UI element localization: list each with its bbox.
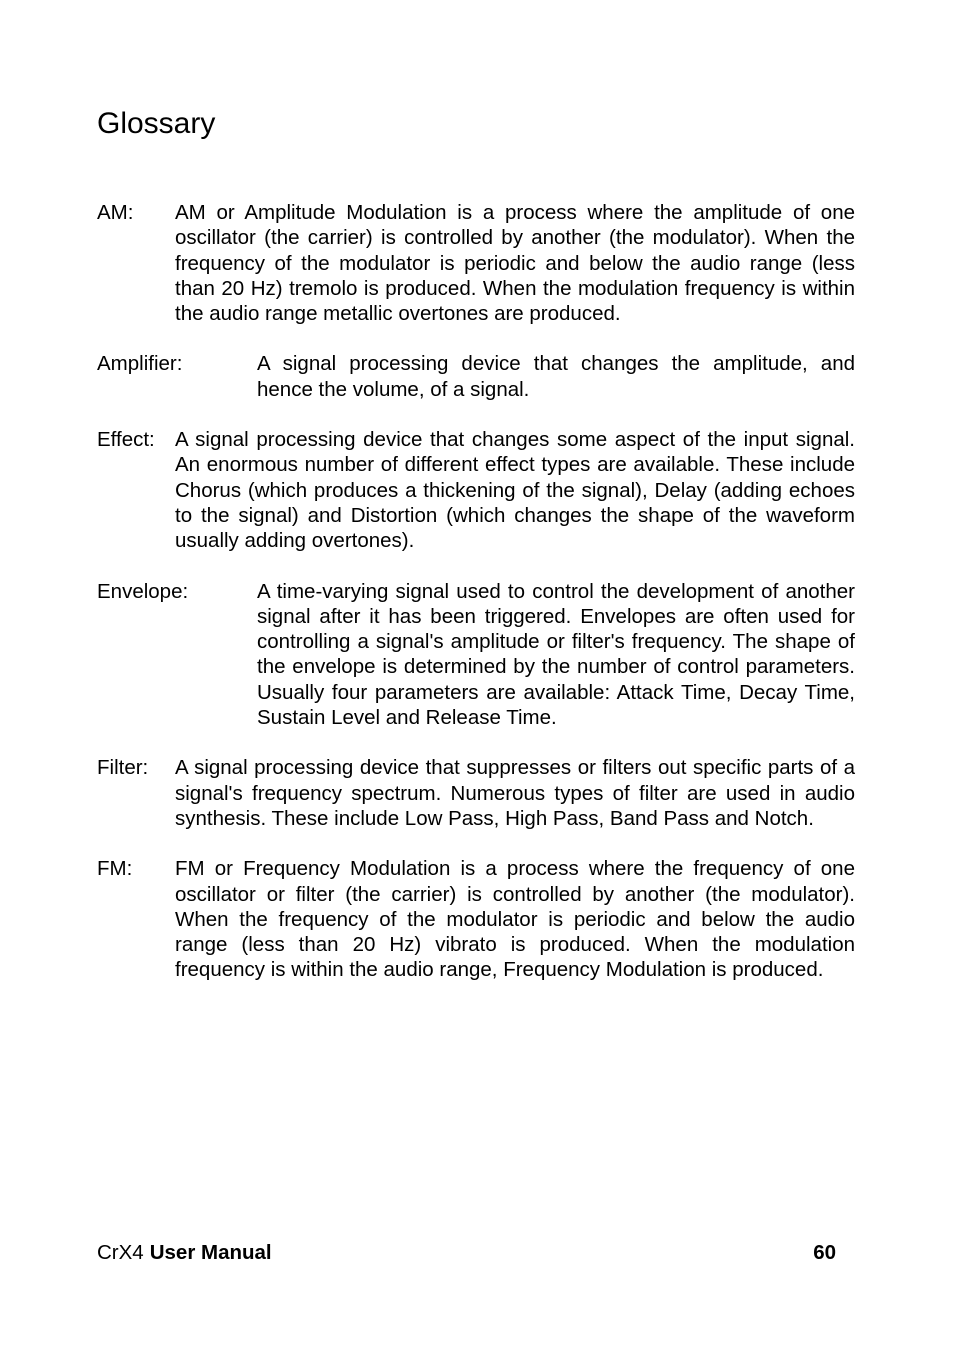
definition-text: A signal processing device that changes some aspect of the input signal. An enormous number of different effect types are available. These include Chorus (which produces a thickening of the signal), Delay (adding echoes to the signal) and Distortion (which changes the shape of the waveform usually adding overtones). [175, 428, 855, 553]
definition-text: AM or Amplitude Modulation is a process where the amplitude of one oscillator (the carrier) is controlled by another (the modulator). When the frequency of the modulator is periodic and below the audio range (less than 20 Hz) tremolo is produced. When the modulation frequency is within the audio range metallic overtones are produced. [175, 201, 855, 326]
footer-document-title: User Manual [149, 1241, 272, 1264]
glossary-definition [175, 856, 855, 982]
glossary-entry-filter [97, 755, 855, 831]
footer-product-name: CrX4 [97, 1241, 144, 1264]
glossary-entry-amplifier [97, 351, 855, 402]
glossary-definition [175, 200, 855, 326]
glossary-term: FM: [97, 857, 133, 881]
glossary-entry-envelope [97, 579, 855, 731]
glossary-definition [175, 427, 855, 553]
glossary-entry-fm [97, 856, 855, 982]
definition-text: A signal processing device that changes the amplitude, and hence the volume, of a signal. [257, 352, 855, 401]
glossary-term: Effect: [97, 428, 155, 452]
glossary-list [97, 200, 855, 1008]
definition-text: FM or Frequency Modulation is a process where the frequency of one oscillator or filter (the carrier) is controlled by another (the modulator). When the frequency of the modulator is periodic and below the audio range (less than 20 Hz) vibrato is produced. When the modulation frequency is within the audio range, Frequency Modulation is produced. [175, 857, 855, 982]
glossary-entry-effect [97, 427, 855, 553]
glossary-definition [257, 351, 855, 402]
page-footer [97, 1240, 836, 1265]
glossary-term: Filter: [97, 756, 149, 780]
glossary-term: Envelope: [97, 579, 189, 603]
definition-text: A time-varying signal used to control the development of another signal after it has been triggered. Envelopes are often used for controlling a signal's amplitude or filter's frequency. The shape of the envelope is determined by the number of control parameters. Usually four parameters are available: Attack Time, Decay Time, Sustain Level and Release Time. [257, 579, 855, 730]
page-number: 60 [813, 1241, 836, 1264]
glossary-definition [175, 755, 855, 831]
glossary-entry-am [97, 200, 855, 326]
page-title: Glossary [97, 107, 216, 140]
glossary-term: AM: [97, 201, 134, 224]
definition-text: A signal processing device that suppresses or filters out specific parts of a signal's frequency spectrum. Numerous types of filter are used in audio synthesis. These include Low Pass, High Pass, Band Pass and Notch. [175, 756, 855, 830]
glossary-definition [257, 579, 855, 731]
glossary-term: Amplifier: [97, 352, 183, 376]
